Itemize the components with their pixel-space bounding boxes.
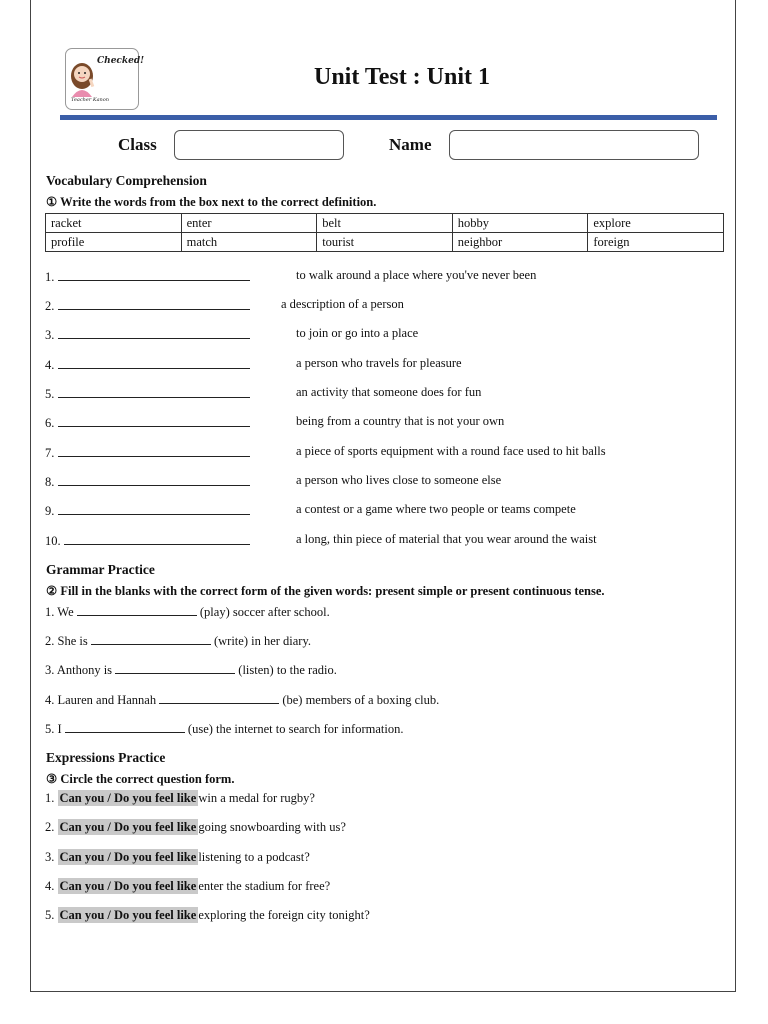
word-cell: neighbor — [452, 233, 588, 252]
item-number: 2 — [45, 299, 52, 313]
word-cell: foreign — [588, 233, 724, 252]
word-cell: match — [181, 233, 317, 252]
class-label: Class — [118, 135, 157, 154]
item-number: 1 — [45, 791, 52, 805]
expression-item: 3. Can you / Do you feel like listening to a podcast? — [45, 850, 310, 864]
answer-blank[interactable] — [65, 720, 185, 733]
item-number: 4 — [45, 879, 52, 893]
item-number: 4 — [45, 358, 52, 372]
word-cell: tourist — [317, 233, 453, 252]
sentence-end: (use) the internet to search for information. — [187, 722, 404, 736]
item-number: 10 — [45, 534, 58, 548]
item-number: 3 — [45, 850, 52, 864]
vocab-item: 7. — [45, 444, 250, 461]
sentence-start: Lauren and Hannah — [57, 693, 157, 707]
teacher-logo — [65, 48, 145, 110]
item-number: 5 — [45, 722, 52, 736]
sentence-start: We — [57, 605, 74, 619]
sentence-rest: listening to a podcast? — [198, 850, 310, 864]
answer-blank[interactable] — [58, 473, 250, 486]
grammar-item: 3. Anthony is (listen) to the radio. — [45, 663, 337, 677]
sentence-rest: win a medal for rugby? — [198, 791, 315, 805]
sentence-end: (listen) to the radio. — [238, 663, 337, 677]
vocab-item: 6. — [45, 414, 250, 431]
answer-blank[interactable] — [77, 603, 197, 616]
vocab-item: 8. — [45, 473, 250, 490]
grammar-section-title: Grammar Practice — [46, 562, 155, 577]
vocab-section-title: Vocabulary Comprehension — [46, 173, 207, 188]
vocab-definition: being from a country that is not your own — [296, 414, 505, 428]
expressions-instruction: ③ Circle the correct question form. — [46, 772, 235, 786]
word-cell: enter — [181, 214, 317, 233]
question-choice[interactable]: Can you / Do you feel like — [59, 850, 197, 864]
word-box-row — [46, 233, 724, 252]
sentence-rest: enter the stadium for free? — [198, 879, 331, 893]
word-cell: belt — [317, 214, 453, 233]
question-choice[interactable]: Can you / Do you feel like — [59, 879, 197, 893]
answer-blank[interactable] — [58, 268, 250, 281]
logo-bottom-text: Teacher Kanon — [71, 97, 110, 103]
vocab-item: 5. — [45, 385, 250, 402]
vocab-definition: to walk around a place where you've never been — [296, 268, 537, 282]
word-box-row — [46, 214, 724, 233]
item-number: 5 — [45, 387, 52, 401]
answer-blank[interactable] — [58, 356, 250, 369]
sentence-rest: exploring the foreign city tonight? — [198, 908, 370, 922]
grammar-item: 4. Lauren and Hannah (be) members of a boxing club. — [45, 693, 440, 707]
item-number: 4 — [45, 693, 52, 707]
question-choice[interactable]: Can you / Do you feel like — [59, 908, 197, 922]
answer-blank[interactable] — [58, 502, 250, 515]
sentence-start: She is — [57, 634, 88, 648]
sentence-start: I — [57, 722, 62, 736]
item-number: 6 — [45, 416, 52, 430]
sentence-end: (write) in her diary. — [213, 634, 312, 648]
item-number: 1 — [45, 270, 52, 284]
answer-blank[interactable] — [58, 444, 250, 457]
title-divider — [60, 115, 717, 120]
sentence-end: (be) members of a boxing club. — [282, 693, 440, 707]
grammar-item: 2. She is (write) in her diary. — [45, 634, 312, 648]
vocab-definition: a person who lives close to someone else — [296, 473, 502, 487]
answer-blank[interactable] — [58, 297, 250, 310]
word-cell: profile — [46, 233, 182, 252]
expression-item: 4. Can you / Do you feel like enter the stadium for free? — [45, 879, 331, 893]
word-cell: racket — [46, 214, 182, 233]
item-number: 2 — [45, 820, 52, 834]
vocab-definition: an activity that someone does for fun — [296, 385, 482, 399]
answer-blank[interactable] — [115, 661, 235, 674]
answer-blank[interactable] — [64, 532, 250, 545]
item-number: 9 — [45, 504, 52, 518]
question-choice[interactable]: Can you / Do you feel like — [59, 791, 197, 805]
item-number: 8 — [45, 475, 52, 489]
expression-item: 2. Can you / Do you feel like going snowboarding with us? — [45, 820, 346, 834]
grammar-instruction: ② Fill in the blanks with the correct form of the given words: present simple or present continuous tense. — [46, 584, 605, 598]
item-number: 3 — [45, 663, 52, 677]
vocab-definition: a person who travels for pleasure — [296, 356, 462, 370]
vocab-definition: a long, thin piece of material that you wear around the waist — [296, 532, 597, 546]
answer-blank[interactable] — [58, 414, 250, 427]
sentence-rest: going snowboarding with us? — [198, 820, 346, 834]
expression-item: 1. Can you / Do you feel like win a medal for rugby? — [45, 791, 315, 805]
vocab-item: 3. — [45, 326, 250, 343]
question-choice[interactable]: Can you / Do you feel like — [59, 820, 197, 834]
vocab-item: 2. — [45, 297, 250, 314]
item-number: 3 — [45, 328, 52, 342]
vocab-item: 10. — [45, 532, 250, 549]
vocab-item: 1. — [45, 268, 250, 285]
logo-top-text: Checked! — [97, 56, 145, 66]
word-cell: explore — [588, 214, 724, 233]
word-box — [45, 213, 724, 252]
grammar-item: 5. I (use) the internet to search for information. — [45, 722, 404, 736]
vocab-item: 9. — [45, 502, 250, 519]
grammar-item: 1. We (play) soccer after school. — [45, 605, 330, 619]
page-title: Unit Test : Unit 1 — [313, 64, 491, 90]
vocab-instruction: ① Write the words from the box next to the correct definition. — [46, 195, 377, 209]
answer-blank[interactable] — [91, 632, 211, 645]
answer-blank[interactable] — [58, 385, 250, 398]
vocab-definition: a description of a person — [281, 297, 404, 311]
vocab-item: 4. — [45, 356, 250, 373]
word-cell: hobby — [452, 214, 588, 233]
sentence-start: Anthony is — [56, 663, 113, 677]
vocab-definition: a contest or a game where two people or teams compete — [296, 502, 576, 516]
item-number: 5 — [45, 908, 52, 922]
answer-blank[interactable] — [159, 691, 279, 704]
item-number: 1 — [45, 605, 52, 619]
expression-item: 5. Can you / Do you feel like exploring the foreign city tonight? — [45, 908, 370, 922]
name-label: Name — [389, 135, 432, 154]
expressions-section-title: Expressions Practice — [46, 750, 166, 765]
name-field[interactable] — [449, 130, 699, 160]
class-field[interactable] — [174, 130, 344, 160]
sentence-end: (play) soccer after school. — [199, 605, 330, 619]
vocab-definition: a piece of sports equipment with a round face used to hit balls — [296, 444, 606, 458]
item-number: 2 — [45, 634, 52, 648]
item-number: 7 — [45, 446, 52, 460]
answer-blank[interactable] — [58, 326, 250, 339]
vocab-definition: to join or go into a place — [296, 326, 419, 340]
